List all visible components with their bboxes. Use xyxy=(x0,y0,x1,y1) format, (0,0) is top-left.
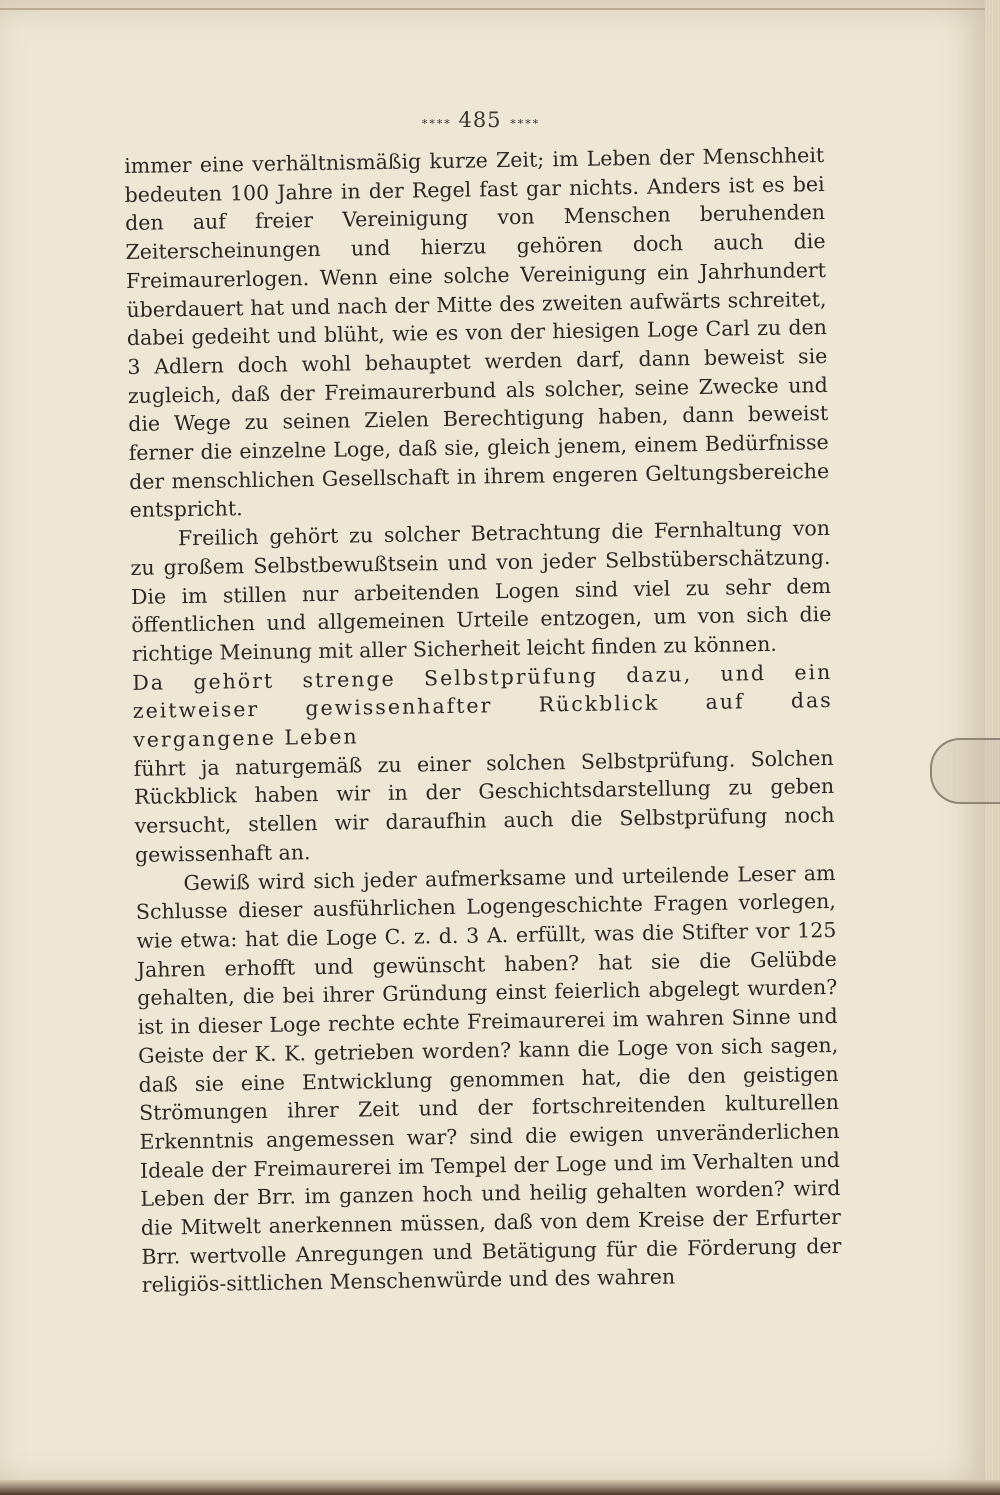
book-bottom-edge xyxy=(0,1480,1000,1495)
paragraph-2: Freilich gehört zu solcher Betrachtung die Fernhaltung von zu großem Selbstbewußtsein und von jeder Selbstüberschätzung. Die im stillen nur arbeitenden Logen sind viel zu sehr dem öffentlichen und allgemeinen Urteile entzogen, um von sich die richtige Meinung mit aller Sicherheit leicht finden zu können. xyxy=(130,516,832,666)
paragraph-5: Gewiß wird sich jeder aufmerksame und urteilende Leser am Schlusse dieser ausführlichen Logengeschichte Fragen vorlegen, wie etwa: hat die Loge C. z. d. 3 A. erfüllt, was die Stifter vor 125 Jahren erhofft und gewünscht haben? hat sie die Gelübde gehalten, die bei ihrer Gründung einst feierlich abgelegt wurden? ist in dieser Loge rechte echte Freimaurerei im wahren Sinne und Geiste der K. K. getrieben worden? kann die Loge von sich sagen, daß sie eine Entwicklung genommen hat, die den geistigen Strömungen ihrer Zeit und der fortschreitenden kulturellen Erkenntnis angemessen war? sind die ewigen unveränderlichen Ideale der Freimaurerei im Tempel der Loge und im Verhalten und Leben der Brr. im ganzen hoch und heilig gehalten worden? wird die Mitwelt anerkennen müssen, daß von dem Kreise der Erfurter Brr. wertvolle Anregungen und Betätigung für die Förderung der religiös-sittlichen Menschenwürde und des wahren xyxy=(135,860,842,1298)
ornament-right: ∗∗∗∗ xyxy=(509,115,540,128)
body-text xyxy=(124,141,842,1300)
book-tab xyxy=(930,738,1000,804)
ornament-left: ∗∗∗∗ xyxy=(420,115,451,128)
page-number: 485 xyxy=(458,108,502,132)
page-header xyxy=(0,108,960,132)
paragraph-4: führt ja naturgemäß zu einer solchen Selbstprüfung. Solchen Rückblick haben wir in der Geschichtsdarstellung zu geben versucht, stellen wir daraufhin auch die Selbstprüfung noch gewissenhaft an. xyxy=(133,745,835,867)
paragraph-1: immer eine verhältnismäßig kurze Zeit; im Leben der Menschheit bedeuten 100 Jahre in der Regel fast gar nichts. Anders ist es bei den auf freier Vereinigung von Menschen beruhenden Zeiterscheinungen und hierzu gehören doch auch die Freimaurerlogen. Wenn eine solche Vereinigung ein Jahrhundert überdauert hat und nach der Mitte des zweiten aufwärts schreitet, dabei gedeiht und blüht, wie es von der hiesigen Loge Carl zu den 3 Adlern doch wohl behauptet werden darf, dann beweist sie zugleich, daß der Freimaurerbund als solcher, seine Zwecke und die Wege zu seinen Zielen Berechtigung haben, dann beweist ferner die einzelne Loge, daß sie, gleich jenem, einem Bedürfnisse der menschlichen Gesellschaft in ihrem engeren Geltungsbereiche entspricht. xyxy=(124,143,830,523)
paragraph-3-spaced: Da gehört strenge Selbstprüfung dazu, und ein zeitweiser gewissenhafter Rückblick auf das vergangene Leben xyxy=(132,659,833,752)
top-rule xyxy=(0,8,985,10)
